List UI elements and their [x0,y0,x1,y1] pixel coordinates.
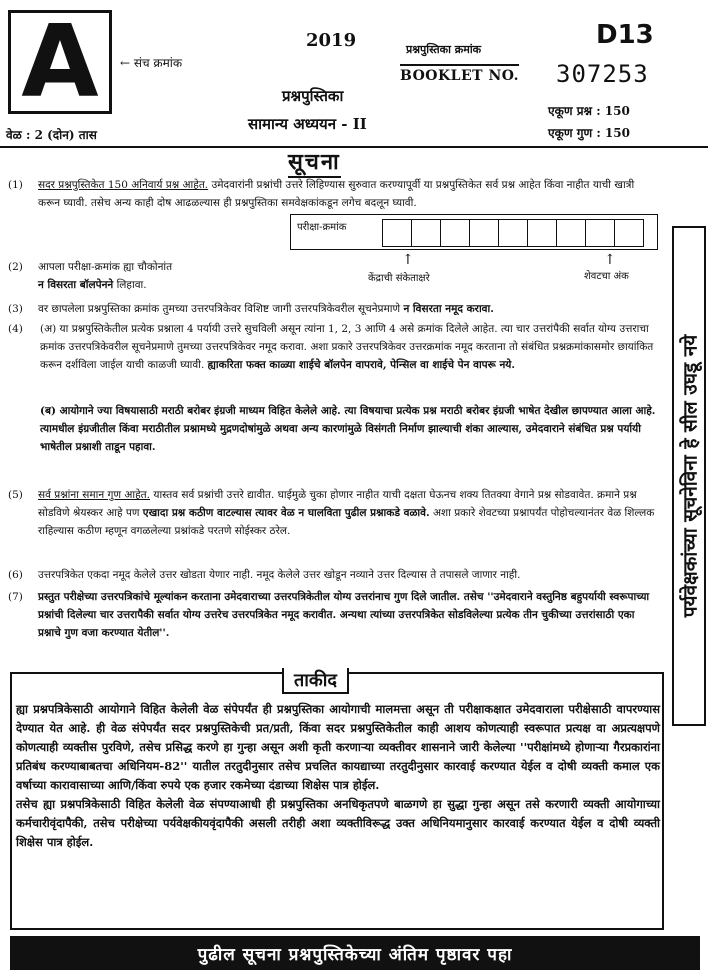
exam-number-cells [383,219,644,247]
warning-title: ताकीद [282,668,349,694]
digit-cell[interactable] [498,219,528,247]
header-divider [0,146,708,148]
instruction-1-text: उमेदवारांनी प्रश्नांची उत्तरे लिहिण्यास सुरुवात करण्यापूर्वी या प्रश्नपुस्तिकेत सर्व प्रश्न आहेत किंवा नाहीत याची खात्री करून घ्यावी. तसेच अन्य काही दोष आढळल्यास ही प्रश्नपुस्तिका समवेक्षकांकडून लगेच बदलून घ्यावी. [38,179,635,209]
total-questions: एकूण प्रश्न : 150 [548,104,630,118]
subject-title: सामान्य अध्ययन - II [248,115,367,133]
footer-banner [10,936,700,970]
digit-cell[interactable] [614,219,644,247]
digit-cell[interactable] [469,219,499,247]
instruction-number: (4) [8,323,23,335]
last-digit-label: शेवटचा अंक [584,271,629,282]
warning-box [10,672,664,930]
set-letter: A [21,3,99,120]
instruction-5-text: यास्तव सर्व प्रश्नांची उत्तरे द्यावीत. घाईमुळे चुका होणार नाहीत याची दक्षता घेऊनच शक्य तितक्या वेगाने प्रश्न सोडवावेत. क्रमाने प्रश्न सोडविणे श्रेयस्कर आहे पण [38,489,637,519]
set-letter-box [8,3,112,120]
instruction-3-text: वर छापलेला प्रश्नपुस्तिका क्रमांक तुमच्या उत्तरपत्रिकेवर विशिष्ट जागी उत्तरपत्रिकेवरील सूचनेप्रमाणे [38,303,404,315]
instruction-1-lead: सदर प्रश्नपुस्तिकेत 150 अनिवार्य प्रश्न आहेत. [38,179,209,191]
digit-cell[interactable] [527,219,557,247]
instruction-number: (6) [8,569,23,581]
total-marks: एकूण गुण : 150 [548,126,630,140]
instruction-3-emphasis: न विसरता नमूद करावा. [403,303,494,315]
instruction-number: (2) [8,261,23,273]
exam-number-label: परीक्षा-क्रमांक [297,222,347,233]
exam-number-box [290,214,658,250]
instruction-5-tail: अशा प्रकारे शेवटच्या प्रश्नापर्यंत पोहोचल्यानंतर वेळ शिल्लक राहिल्यास कठीण म्हणून वगळलेल्या प्रश्नांकडे परतणे सोईस्कर ठरेल. [38,507,655,537]
instruction-number: (7) [8,591,23,603]
set-label: ← संच क्रमांक [120,56,183,70]
instruction-number: (3) [8,303,23,315]
up-arrow-icon: ↑ [604,252,616,268]
up-arrow-icon: ↑ [402,252,414,268]
instruction-4a-text: (अ) या प्रश्नपुस्तिकेतील प्रत्येक प्रश्नाला 4 पर्यायी उत्तरे सुचविली असून त्यांना 1, 2, 3 आणि 4 असे क्रमांक दिलेले आहेत. त्या चार उत्तरांपैकी सर्वात योग्य उत्तराचा क्रमांक उत्तरपत्रिकेवरील सूचनेप्रमाणे तुमच्या उत्तरपत्रिकेवर नमूद करावा. अशा प्रकारे उत्तरपत्रिकेवर उत्तरक्रमांक नमूद करताना तो संबंधित प्रश्नक्रमांकासमोर छायांकित करून दर्शविला जाईल याची काळजी घ्यावी. [40,323,654,371]
instruction-number: (5) [8,489,23,501]
seal-banner [672,226,706,726]
warning-paragraph-2: तसेच ह्या प्रश्नपत्रिकेसाठी विहित केलेली वेळ संपण्याआधी ही प्रश्नपुस्तिका अनधिकृतपणे बाळगणे हा सुद्धा गुन्हा असून तसे करणारी व्यक्ती आयोगाच्या कर्मचारीवृंदापैकी, तसेच परीक्षेच्या पर्यवेक्षकीयवृंदापैकी असली तरीही अशा व्यक्तीविरूद्ध उक्त अधिनियमानुसार कारवाई करण्यात येईल व दोषी व्यक्ती शिक्षेस पात्र होईल. [16,797,660,849]
instruction-6-text: उत्तरपत्रिकेत एकदा नमूद केलेले उत्तर खोडता येणार नाही. नमूद केलेले उत्तर खोडून नव्याने उत्तर दिल्यास ते तपासले जाणार नाही. [38,569,521,581]
instruction-4a-emphasis: ह्याकरिता फक्त काळ्या शाईचे बॉलपेन वापरावे, पेन्सिल वा शाईचे पेन वापरू नये. [207,359,516,371]
instruction-5-emphasis: एखादा प्रश्न कठीण वाटल्यास त्यावर वेळ न घालविता पुढील प्रश्नाकडे वळावे. [142,507,430,519]
instruction-2-emphasis: न विसरता बॉलपेनने [38,279,114,291]
centre-code-label: केंद्राची संकेताक्षरे [368,273,430,284]
instruction-number: (1) [8,179,23,191]
instruction-2-tail: लिहावा. [113,279,147,291]
seal-banner-text: पर्यवेक्षकांच्या सूचनेविना हे सील उघडू नये [679,334,702,618]
exam-year: 2019 [306,30,357,51]
instruction-4b-text: (ब) आयोगाने ज्या विषयासाठी मराठी बरोबर इंग्रजी माध्यम विहित केलेले आहे. त्या विषयाचा प्रत्येक प्रश्न मराठी बरोबर इंग्रजी भाषेत देखील छापण्यात आला आहे. त्यामधील इंग्रजीतील किंवा मराठीतील प्रश्नामध्ये मुद्रणदोषांमुळे अथवा अन्य कारणांमुळे विसंगती निर्माण झाल्याची शंका आल्यास, उमेदवाराने संबंधित प्रश्न पर्यायी भाषेतील प्रश्नाशी ताडून पहावा. [40,405,656,453]
digit-cell[interactable] [585,219,615,247]
instruction-2-text: आपला परीक्षा-क्रमांक ह्या चौकोनांत [38,261,173,273]
booklet-title: प्रश्नपुस्तिका [282,87,344,105]
instruction-5-lead: सर्व प्रश्नांना समान गुण आहेत. [38,489,151,501]
booklet-no-label-en: BOOKLET NO. [400,64,519,84]
warning-text [16,700,660,852]
instruction-7-text: प्रस्तुत परीक्षेच्या उत्तरपत्रिकांचे मूल्यांकन करताना उमेदवाराच्या उत्तरपत्रिकेतील योग्य उत्तरांनाच गुण दिले जातील. तसेच ''उमेदवाराने वस्तुनिष्ठ बहुपर्यायी स्वरूपाच्या प्रश्नांची दिलेल्या चार उत्तरापैकी सर्वात योग्य उत्तरेच उत्तरपत्रिकेत नमूद करावीत. अन्यथा त्यांच्या उत्तरपत्रिकेत सोडविलेल्या प्रत्येक तीन चुकीच्या उत्तरांसाठी एका प्रश्नाचे गुण वजा करण्यात येतील''. [38,591,650,639]
booklet-number: 307253 [556,60,649,88]
digit-cell[interactable] [440,219,470,247]
paper-code: D13 [596,20,654,50]
digit-cell[interactable] [411,219,441,247]
digit-cell[interactable] [556,219,586,247]
digit-cell[interactable] [382,219,412,247]
footer-text: पुढील सूचना प्रश्नपुस्तिकेच्या अंतिम पृष्ठावर पहा [197,944,513,965]
warning-paragraph-1: ह्या प्रश्नपत्रिकेसाठी आयोगाने विहित केलेली वेळ संपेपर्यंत ही प्रश्नपुस्तिका आयोगाची मालमत्ता असून ती परीक्षाकक्षात उमेदवाराला परीक्षेसाठी वापरण्यास देण्यात येत आहे. ही वेळ संपेपर्यंत सदर प्रश्नपुस्तिकेची प्रत/प्रती, किंवा सदर प्रश्नपुस्तिकेतील काही आशय कोणत्याही स्वरूपात प्रत्यक्ष वा अप्रत्यक्षपणे कोणत्याही व्यक्तीस पुरविणे, तसेच प्रसिद्ध करणे हा गुन्हा असून अशी कृती करणाऱ्या व्यक्तीवर शासनाने जारी केलेल्या ''परीक्षांमध्ये होणाऱ्या गैरप्रकारांना प्रतिबंध करण्याबाबतचा अधिनियम-82'' यातील तरतुदीनुसार तसेच प्रचलित कायद्याच्या तरतुदीनुसार कारवाई करण्यात येईल व दोषी व्यक्ती कमाल एक वर्षाच्या कारावासाच्या आणि/किंवा रुपये एक हजार रकमेच्या दंडाच्या शिक्षेस पात्र होईल. [16,702,660,792]
booklet-no-label-mr: प्रश्नपुस्तिका क्रमांक [406,43,482,56]
duration: वेळ : 2 (दोन) तास [6,128,97,142]
instructions-heading: सूचना [288,146,341,178]
